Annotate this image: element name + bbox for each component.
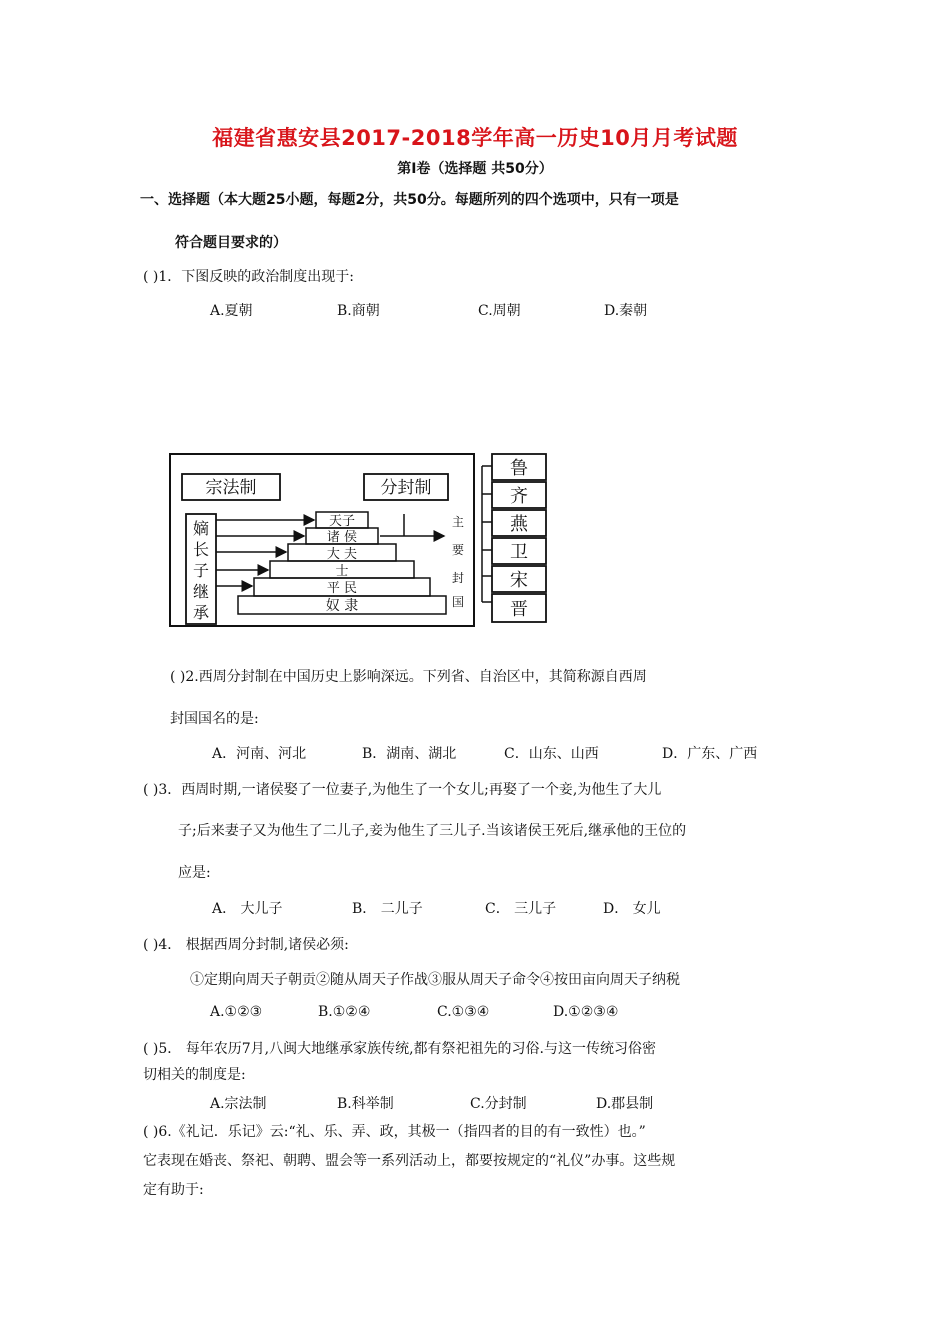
zhuyao-char-4: 国 <box>451 595 465 609</box>
q2-option-b: B．湖南、湖北 <box>362 746 457 762</box>
volume-subtitle: 第Ⅰ卷（选择题 共50分） <box>397 161 553 177</box>
q3-option-b: B． 二儿子 <box>352 901 423 917</box>
q1-stem: ( )1．下图反映的政治制度出现于: <box>143 269 354 285</box>
state-wei: 卫 <box>510 542 528 563</box>
q1-option-b: B.商朝 <box>337 303 380 319</box>
dizhangzi-char-1: 嫡 <box>192 519 210 538</box>
section-heading-line2: 符合题目要求的） <box>175 235 287 251</box>
state-song: 宋 <box>510 570 528 591</box>
dizhangzi-char-3: 子 <box>192 561 210 580</box>
q4-option-b: B.①②④ <box>318 1004 371 1020</box>
q2-option-a: A．河南、河北 <box>212 746 307 762</box>
zhuyao-char-2: 要 <box>451 543 465 557</box>
q3-stem-line2: 子;后来妻子又为他生了二儿子,妾为他生了三儿子.当该诸侯王死后,继承他的王位的 <box>178 823 687 839</box>
diagram-svg <box>168 452 552 628</box>
pyramid-shi: 士 <box>335 564 349 579</box>
zhuyao-char-1: 主 <box>451 515 465 529</box>
dizhangzi-char-2: 长 <box>192 540 210 559</box>
zongfa-fenfeng-diagram <box>168 452 552 628</box>
dizhangzi-char-4: 继 <box>192 582 210 601</box>
q2-option-d: D．广东、广西 <box>662 746 758 762</box>
state-jin: 晋 <box>510 599 528 620</box>
fenfeng-label: 分封制 <box>380 478 432 498</box>
q2-option-c: C．山东、山西 <box>504 746 599 762</box>
q4-items: ①定期向周天子朝贡②随从周天子作战③服从周天子命令④按田亩向周天子纳税 <box>190 972 680 988</box>
q3-option-c: C． 三儿子 <box>485 901 557 917</box>
zongfa-label: 宗法制 <box>205 478 257 498</box>
q5-option-a: A.宗法制 <box>210 1096 267 1112</box>
q4-option-c: C.①③④ <box>437 1004 490 1020</box>
q4-stem: ( )4． 根据西周分封制,诸侯必须: <box>143 937 349 953</box>
q3-option-a: A． 大儿子 <box>212 901 283 917</box>
dizhangzi-char-5: 承 <box>192 603 210 622</box>
state-lu: 鲁 <box>510 458 528 479</box>
q5-stem-line1: ( )5． 每年农历7月,八闽大地继承家族传统,都有祭祀祖先的习俗.与这一传统习俗密 <box>143 1041 656 1057</box>
q6-stem-line2: 它表现在婚丧、祭祀、朝聘、盟会等一系列活动上，都要按规定的“礼仪”办事。这些规 <box>143 1153 676 1169</box>
q5-option-b: B.科举制 <box>337 1096 394 1112</box>
q3-stem-line1: ( )3．西周时期,一诸侯娶了一位妻子,为他生了一个女儿;再娶了一个妾,为他生了大儿 <box>143 782 662 798</box>
zhuyao-char-3: 封 <box>451 571 465 585</box>
q6-stem-line3: 定有助于: <box>143 1182 204 1198</box>
exam-title: 福建省惠安县2017-2018学年高一历史10月月考试题 <box>212 126 738 150</box>
q5-option-c: C.分封制 <box>470 1096 527 1112</box>
q4-option-d: D.①②③④ <box>553 1004 619 1020</box>
state-qi: 齐 <box>510 486 528 507</box>
q5-option-d: D.郡县制 <box>596 1096 654 1112</box>
q2-stem-line1: ( )2.西周分封制在中国历史上影响深远。下列省、自治区中，其简称源自西周 <box>170 669 647 685</box>
pyramid-zhuhou: 诸 侯 <box>326 530 358 545</box>
q1-option-d: D.秦朝 <box>604 303 648 319</box>
pyramid-nuli: 奴 隶 <box>325 598 359 614</box>
section-heading-line1: 一、选择题（本大题25小题，每题2分，共50分。每题所列的四个选项中，只有一项是 <box>140 192 679 208</box>
pyramid-pingmin: 平 民 <box>326 581 358 596</box>
q3-stem-line3: 应是: <box>178 865 211 881</box>
q4-option-a: A.①②③ <box>210 1004 263 1020</box>
q2-stem-line2: 封国国名的是: <box>170 711 259 727</box>
state-yan: 燕 <box>510 514 528 535</box>
q6-stem-line1: ( )6.《礼记．乐记》云:“礼、乐、弄、政，其极一（指四者的目的有一致性）也。” <box>143 1124 646 1140</box>
pyramid-tianzi: 天子 <box>328 514 356 529</box>
q3-option-d: D． 女儿 <box>603 901 661 917</box>
q1-option-c: C.周朝 <box>478 303 521 319</box>
q5-stem-line2: 切相关的制度是: <box>143 1067 246 1083</box>
pyramid-dafu: 大 夫 <box>326 547 358 562</box>
q1-option-a: A.夏朝 <box>210 303 253 319</box>
